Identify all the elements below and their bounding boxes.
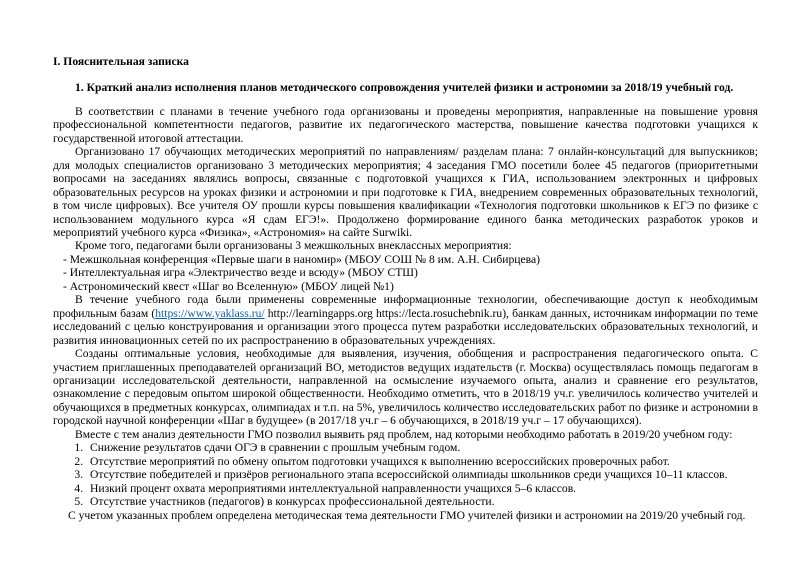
paragraph-closing: С учетом указанных проблем определена методическая тема деятельности ГМО учителей физики и астрономии на 2019/20 учебный год. — [68, 508, 746, 522]
problem-item: 4. Низкий процент охвата мероприятиями интеллектуальной направленности учащихся 5–6 классов. — [86, 482, 758, 495]
problem-item: 1. Снижение результатов сдачи ОГЭ в сравнении с прошлым учебным годом. — [86, 441, 758, 454]
problem-item: 3. Отсутствие победителей и призёров регионального этапа всероссийской олимпиады школьников среди учащихся 10–11 классов. — [86, 468, 758, 481]
section-heading: I. Пояснительная записка — [53, 55, 189, 68]
paragraph-technologies — [53, 293, 758, 347]
extracurricular-item-quest: - Астрономический квест «Шаг во Вселенную» (МБОУ лицей №1) — [63, 279, 394, 293]
paragraph-events-summary: Организовано 17 обучающих методических мероприятий по направлениям/ разделам плана: 7 онлайн-консультаций для выпускников; для молодых специалистов организовано 3 методических мероприятия; 4 заседания ГМО посетили более 45 педагогов (приоритетными вопросами на заседаниях являлись вопросы, связанные с подготовкой учащихся к ГИА, использованием электронных и цифровых образовательных ресурсов на уроках физики и астрономии и при подготовке к ГИА, внедрением современных образовательных технологий, в том числе цифровых). Все учителя ОУ прошли курсы повышения квалификации «Технология подготовки школьников к ЕГЭ по физике с использованием модульного курса «Я сдам ЕГЭ!». Продолжено формирование единого банка методических разработок уроков и мероприятий учебного курса «Физика», «Астрономия» на сайте Surwiki. — [53, 145, 758, 239]
paragraph-intro: В соответствии с планами в течение учебного года организованы и проведены мероприятия, направленные на повышение уровня профессиональной компетентности педагогов, развитие их педагогического мастерства, повышение качества подготовки учащихся к государственной итоговой аттестации. — [53, 104, 758, 145]
problems-list — [53, 441, 758, 508]
subsection-heading: 1. Краткий анализ исполнения планов методического сопровождения учителей физики и астрономии за 2018/19 учебный год. — [75, 81, 734, 95]
paragraph-technologies-text-before: В течение учебного года были применены современные информационные технологии, обеспечивающие доступ к необходимым профильным базам ( — [53, 293, 758, 320]
yaklass-hyperlink[interactable]: https://www.yaklass.ru/ — [155, 306, 265, 320]
problem-item: 2. Отсутствие мероприятий по обмену опытом подготовки учащихся к выполнению всероссийских проверочных работ. — [86, 455, 758, 468]
paragraph-problems-intro: Вместе с тем анализ деятельности ГМО позволил выявить ряд проблем, над которыми необходимо работать в 2019/20 учебном году: — [75, 427, 733, 441]
extracurricular-item-conference: - Межшкольная конференция «Первые шаги в наномир» (МБОУ СОШ № 8 им. А.Н. Сибирцева) — [63, 252, 540, 266]
problem-item: 5. Отсутствие участников (педагогов) в конкурсах профессиональной деятельности. — [86, 495, 758, 508]
paragraph-technologies-text-after: http://learningapps.org https://lecta.rosuchebnik.ru), банкам данных, источникам информации по теме исследований с целью конструирования и организации этого процесса путем разработки исследовательских образовательных технологий, и развития инновационных сетей по их распространению в образовательных учреждениях. — [53, 306, 759, 347]
paragraph-conditions: Созданы оптимальные условия, необходимые для выявления, изучения, обобщения и распространения педагогического опыта. С участием приглашенных преподавателей организаций ВО, методистов ведущих издательств (г. Москва) осуществлялась помощь педагогам в организации исследовательской деятельности, направленной на осмысление изучаемого опыта, анализ и сравнение его результатов, ознакомление с передовым опытом широкой общественности. Необходимо отметить, что в 2018/19 уч.г. увеличилось количество учителей и обучающихся в предметных конкурсах, олимпиадах и т.п. на 5%, увеличилось количество исследовательских работ по физике и астрономии в городской научной конференции «Шаг в будущее» (в 2017/18 уч.г – 6 обучающихся, в 2018/19 уч.г – 17 обучающихся). — [53, 347, 758, 428]
paragraph-extracurricular-intro: Кроме того, педагогами были организованы 3 межшкольных внеклассных мероприятия: — [75, 239, 512, 253]
extracurricular-item-game: - Интеллектуальная игра «Электричество везде и всюду» (МБОУ СТШ) — [63, 266, 418, 280]
